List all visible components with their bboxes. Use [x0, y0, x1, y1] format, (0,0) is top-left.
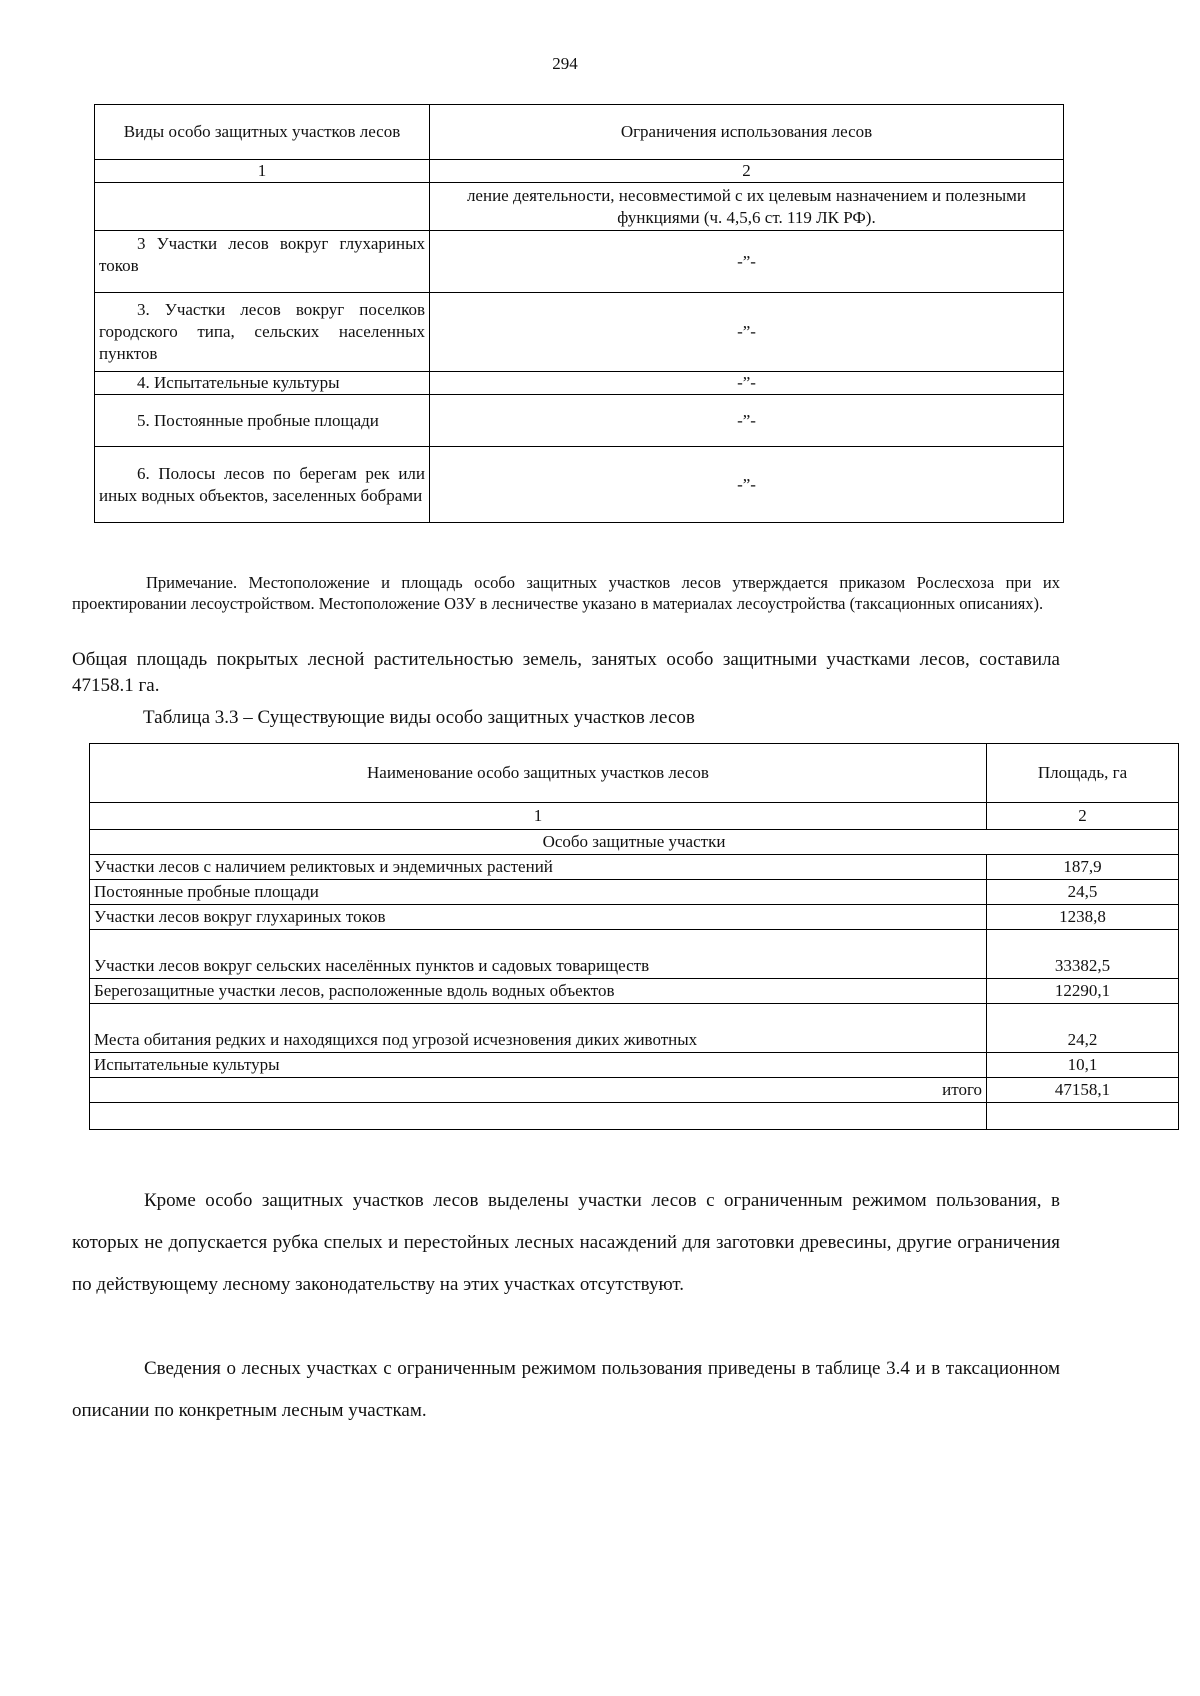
table-row	[90, 880, 1179, 905]
area-value: 33382,5	[987, 930, 1179, 979]
empty-cell	[90, 1103, 987, 1130]
restriction-cell: -”-	[430, 231, 1064, 293]
forest-type-cell	[95, 395, 430, 447]
table-row	[90, 905, 1179, 930]
header-cell-name: Наименование особо защитных участков лесов	[90, 744, 987, 803]
area-value: 1238,8	[987, 905, 1179, 930]
area-value: 12290,1	[987, 979, 1179, 1004]
section-row	[90, 830, 1179, 855]
area-name: Места обитания редких и находящихся под угрозой исчезновения диких животных	[90, 1004, 987, 1053]
total-area-paragraph: Общая площадь покрытых лесной растительностью земель, занятых особо защитными участками лесов, составила 47158.1 га.	[72, 649, 1060, 696]
area-name: Участки лесов вокруг сельских населённых пунктов и садовых товариществ	[90, 930, 987, 979]
area-value: 10,1	[987, 1053, 1179, 1078]
area-value: 24,2	[987, 1004, 1179, 1053]
total-label: итого	[90, 1078, 987, 1103]
forest-type-cell	[95, 231, 430, 293]
restriction-continuation: ление деятельности, несовместимой с их целевым назначением и полезными функциями (ч. 4,5,6 ст. 119 ЛК РФ).	[430, 183, 1064, 231]
table-row	[90, 1004, 1179, 1053]
empty-row	[90, 1103, 1179, 1130]
note-text: Примечание. Местоположение и площадь особо защитных участков лесов утверждается приказом Рослесхоза при их проектировании лесоустройством. Местоположение ОЗУ в лесничестве указано в материалах лесоустройства (таксационных описаниях).	[72, 573, 1060, 613]
area-name: Постоянные пробные площади	[90, 880, 987, 905]
forest-type-cell	[95, 372, 430, 395]
area-name: Участки лесов вокруг глухариных токов	[90, 905, 987, 930]
header-cell-area: Площадь, га	[987, 744, 1179, 803]
table-row	[95, 447, 1064, 523]
note-paragraph	[72, 572, 1060, 614]
column-number: 1	[90, 803, 987, 830]
table-header-row	[95, 105, 1064, 160]
table-row	[95, 372, 1064, 395]
column-number: 2	[987, 803, 1179, 830]
restriction-cell: -”-	[430, 293, 1064, 372]
section-title: Особо защитные участки	[90, 830, 1179, 855]
table-row	[95, 231, 1064, 293]
table-row	[90, 979, 1179, 1004]
forest-type-cell	[95, 293, 430, 372]
forest-type-text: 3 Участки лесов вокруг глухариных токов	[99, 234, 425, 275]
forest-type-text: 4. Испытательные культуры	[137, 373, 340, 392]
paragraph-text: Сведения о лесных участках с ограниченным режимом пользования приведены в таблице 3.4 и в таксационном описании по конкретным лесным участкам.	[72, 1358, 1060, 1421]
column-number: 2	[430, 160, 1064, 183]
area-name: Участки лесов с наличием реликтовых и эндемичных растений	[90, 855, 987, 880]
empty-cell	[95, 183, 430, 231]
table-row	[95, 395, 1064, 447]
column-number-row	[95, 160, 1064, 183]
forest-type-text: 6. Полосы лесов по берегам рек или иных водных объектов, заселенных бобрами	[99, 463, 425, 505]
table-row	[90, 930, 1179, 979]
table-row	[90, 855, 1179, 880]
area-name: Испытательные культуры	[90, 1053, 987, 1078]
protected-areas-table	[89, 743, 1179, 1130]
empty-cell	[987, 1103, 1179, 1130]
page-number: 294	[552, 54, 578, 73]
column-number: 1	[95, 160, 430, 183]
table-row	[90, 1053, 1179, 1078]
table-row	[95, 293, 1064, 372]
table-caption: Таблица 3.3 – Существующие виды особо защитных участков лесов	[143, 707, 695, 728]
restriction-cell: -”-	[430, 447, 1064, 523]
paragraph-text: Кроме особо защитных участков лесов выделены участки лесов с ограниченным режимом пользования, в которых не допускается рубка спелых и перестойных лесных насаждений для заготовки древесины, другие ограничения по действующему лесному законодательству на этих участках отсутствуют.	[72, 1190, 1060, 1295]
column-number-row	[90, 803, 1179, 830]
forest-type-text: 3. Участки лесов вокруг поселков городского типа, сельских населенных пунктов	[99, 300, 425, 363]
table-row	[95, 183, 1064, 231]
forest-type-text: 5. Постоянные пробные площади	[137, 410, 379, 430]
restriction-cell: -”-	[430, 372, 1064, 395]
area-value: 24,5	[987, 880, 1179, 905]
header-cell-restrictions: Ограничения использования лесов	[430, 105, 1064, 160]
restrictions-table	[94, 104, 1064, 523]
total-row	[90, 1078, 1179, 1103]
area-name: Берегозащитные участки лесов, расположенные вдоль водных объектов	[90, 979, 987, 1004]
total-value: 47158,1	[987, 1078, 1179, 1103]
area-value: 187,9	[987, 855, 1179, 880]
table-header-row	[90, 744, 1179, 803]
restriction-cell: -”-	[430, 395, 1064, 447]
body-paragraph-2	[72, 1348, 1060, 1432]
forest-type-cell	[95, 447, 430, 523]
body-paragraph-1	[72, 1180, 1060, 1306]
header-cell-types: Виды особо защитных участков лесов	[95, 105, 430, 160]
